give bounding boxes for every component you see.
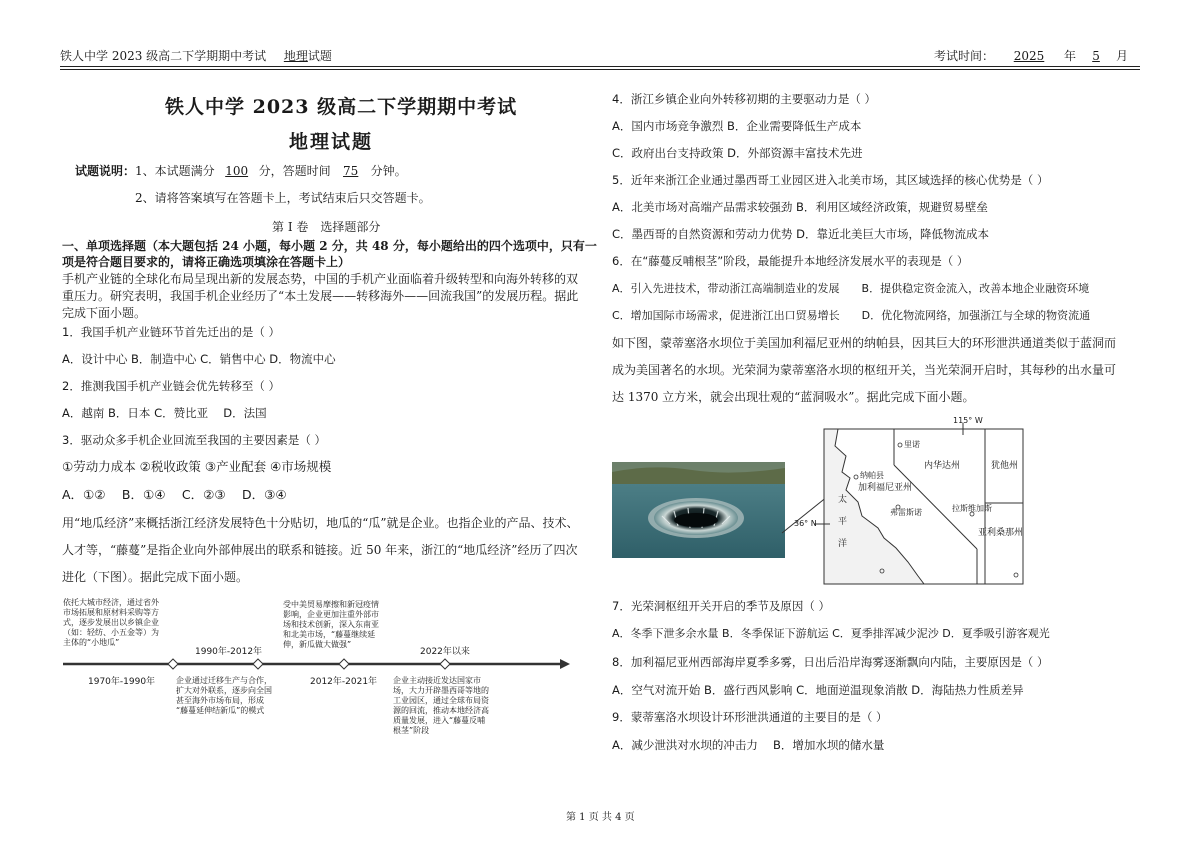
question-7-options: A．冬季下泄多余水量 B．冬季保证下游航运 C．夏季排浑减少泥沙 D．夏季吸引游客观光	[612, 627, 1050, 640]
california-map	[794, 416, 1030, 588]
year-unit: 年	[1064, 49, 1077, 63]
stage-3-line: 受中美贸易摩擦和新冠疫情	[283, 600, 379, 609]
latitude-label: 36° N	[794, 519, 817, 528]
state-utah: 犹他州	[991, 461, 1019, 471]
full-score: 100	[225, 164, 249, 178]
timeline-stage-1	[63, 598, 193, 648]
exam-title: 铁人中学 2023 级高二下学期期中考试	[165, 96, 518, 118]
stage-1-line: 依托大城市经济，通过省外	[63, 598, 159, 607]
timeline-year-4: 2022年以来	[420, 647, 470, 657]
question-3: 3．驱动众多手机企业回流至我国的主要因素是（ ）	[62, 433, 326, 447]
stage-1-line: 主体的“小地瓜”	[63, 638, 120, 647]
longitude-label: 115° W	[953, 416, 983, 425]
header-suffix: 试题	[307, 49, 332, 63]
question-5-options-2: C．墨西哥的自然资源和劳动力优势 D．靠近北美巨大市场，降低物流成本	[612, 227, 990, 241]
stage-2-line: 企业通过迁移生产与合作，	[176, 676, 272, 685]
month-unit: 月	[1116, 49, 1129, 63]
stage-3-line: 和北美市场，“藤蔓继续延	[283, 630, 376, 639]
city-reno: 里诺	[904, 440, 920, 449]
timeline-stage-2	[176, 676, 306, 716]
question-3-options: A．①② B．①④ C．②③ D．③④	[62, 487, 287, 502]
stage-4-line: 源的回流，推动本地经济高	[393, 706, 489, 715]
timeline-stage-3	[283, 600, 423, 650]
question-6-options-2: C．增加国际市场需求，促进浙江出口贸易增长 D．优化物流网络，加强浙江与全球的物资流通	[612, 309, 1091, 322]
passage2-line: 进化（下图）。据此完成下面小题。	[62, 570, 249, 584]
question-8: 8．加利福尼亚州西部海岸夏季多雾，日出后沿岸海雾逐渐飘向内陆，主要原因是（ ）	[612, 655, 1049, 669]
question-2-options: A．越南 B．日本 C．赞比亚 D．法国	[62, 406, 267, 420]
ocean-char: 洋	[838, 539, 848, 549]
question-5-options-1: A．北美市场对高端产品需求较强劲 B．利用区域经济政策，规避贸易壁垒	[612, 200, 988, 214]
stage-2-line: 扩大对外联系，逐步向全国	[176, 686, 272, 695]
header-rule-top	[60, 66, 1140, 67]
stage-3-line: 场和技术创新，深入东南亚	[283, 620, 379, 629]
city-las-vegas: 拉斯维加斯	[952, 504, 992, 513]
passage1-line: 完成下面小题。	[62, 306, 147, 320]
page-number: 第 1 页 共 4 页	[566, 812, 635, 823]
question-9: 9．蒙蒂塞洛水坝设计环形泄洪通道的主要目的是（ ）	[612, 710, 888, 724]
stage-1-line: 市场拓展和原材料采购等方	[63, 608, 159, 617]
timeline-year-1: 1970年-1990年	[88, 677, 156, 687]
stage-4-line: 工业园区，通过全球布局资	[393, 696, 489, 705]
city-mid: 弗雷斯诺	[890, 508, 922, 517]
question-4-options-2: C．政府出台支持政策 D．外部资源丰富技术先进	[612, 146, 863, 160]
question-3-factors: ①劳动力成本 ②税收政策 ③产业配套 ④市场规模	[62, 459, 332, 474]
instruction-item1-mid: 分，答题时间	[258, 164, 331, 178]
passage3-line: 成为美国著名的水坝。光荣洞为蒙蒂塞洛水坝的枢纽开关，当光荣洞开启时，其每秒的出水量可	[612, 363, 1117, 377]
state-nevada: 内华达州	[924, 461, 961, 471]
state-arizona: 亚利桑那州	[978, 528, 1024, 538]
stage-3-line: 伸，新瓜做大做强”	[283, 640, 352, 649]
instruction-line-1	[75, 163, 407, 179]
stage-4-line: 企业主动接近发达国家市	[393, 676, 481, 685]
question-4-options-1: A．国内市场竞争激烈 B．企业需要降低生产成本	[612, 119, 862, 133]
ocean-char: 平	[838, 517, 848, 527]
instruction-label: 试题说明：	[75, 164, 136, 178]
stage-4-line: 根茎”阶段	[393, 726, 430, 735]
stage-4-line: 场，大力开辟墨西哥等地的	[393, 686, 489, 695]
header-rule-bottom	[60, 69, 1140, 70]
running-header-left	[60, 48, 332, 64]
question-6-options-1: A．引入先进技术，带动浙江高端制造业的发展 B．提供稳定资金流入，改善本地企业融资环境	[612, 282, 1090, 295]
instruction-item1-prefix: 1、本试题满分	[135, 164, 215, 178]
question-1: 1．我国手机产业链环节首先迁出的是（ ）	[62, 325, 280, 339]
exam-year: 2025	[1013, 49, 1045, 63]
timeline-year-3: 2012年-2021年	[310, 677, 378, 687]
stage-2-line: “藤蔓延伸结新瓜”的模式	[176, 706, 265, 715]
stage-3-line: 影响，企业更加注重外部市	[283, 610, 379, 619]
passage2-line: 用“地瓜经济”来概括浙江经济发展特色十分贴切，地瓜的“瓜”就是企业。也指企业的产品、技术、	[62, 516, 579, 530]
answer-time: 75	[343, 164, 359, 178]
zhejiang-timeline-figure	[60, 595, 590, 755]
header-subject: 地理	[283, 49, 308, 63]
question-2: 2．推测我国手机产业链会优先转移至（ ）	[62, 379, 280, 393]
passage3-line: 达 1370 立方米，就会出现壮观的“蓝洞吸水”。据此完成下面小题。	[612, 390, 975, 404]
instruction-line-2: 2、请将答案填写在答题卡上，考试结束后只交答题卡。	[135, 191, 431, 205]
state-california: 加利福尼亚州	[858, 483, 913, 493]
passage3-line: 如下图，蒙蒂塞洛水坝位于美国加利福尼亚州的纳帕县，因其巨大的环形泄洪通道类似于蓝洞而	[612, 336, 1117, 350]
instruction-item1-suffix: 分钟。	[370, 164, 407, 178]
stage-2-line: 甚至海外市场布局，形成	[176, 696, 264, 705]
stage-1-line: 式，逐步发展出以乡镇企业	[63, 618, 159, 627]
passage1-line: 重压力。研究表明，我国手机企业经历了“本土发展——转移海外——回流我国”的发展历程。据此	[62, 289, 579, 303]
glory-hole-photo	[612, 462, 785, 558]
running-header-right	[934, 48, 1128, 64]
header-school: 铁人中学 2023 级高二下学期期中考试	[60, 49, 267, 63]
question-9-options: A．减少泄洪对水坝的冲击力 B．增加水坝的储水量	[612, 738, 885, 752]
timeline-stage-4	[393, 676, 523, 736]
stage-4-line: 质量发展，进入“藤蔓反哺	[393, 716, 486, 725]
passage1-line: 手机产业链的全球化布局呈现出新的发展态势，中国的手机产业面临着升级转型和向海外转移的双	[62, 272, 579, 286]
section-heading-line-2: 项是符合题目要求的，请将正确选项填涂在答题卡上）	[62, 255, 351, 269]
question-5: 5．近年来浙江企业通过墨西哥工业园区进入北美市场，其区域选择的核心优势是（ ）	[612, 173, 1049, 187]
question-7: 7．光荣洞枢纽开关开启的季节及原因（ ）	[612, 599, 830, 613]
ocean-char: 太	[838, 495, 848, 505]
exam-time-label: 考试时间：	[934, 49, 995, 63]
exam-month: 5	[1092, 49, 1100, 63]
question-8-options: A．空气对流开始 B．盛行西风影响 C．地面逆温现象消散 D．海陆热力性质差异	[612, 683, 1024, 697]
question-1-options: A．设计中心 B．制造中心 C．销售中心 D．物流中心	[62, 352, 336, 366]
city-napa: 纳帕县	[860, 471, 884, 480]
timeline-year-2: 1990年-2012年	[195, 647, 263, 657]
passage2-line: 人才等，“藤蔓”是指企业向外部伸展出的联系和链接。近 50 年来，浙江的“地瓜经济”经历了四次	[62, 543, 578, 557]
question-6: 6．在“藤蔓反哺根茎”阶段，最能提升本地经济发展水平的表现是（ ）	[612, 254, 969, 268]
part-heading: 第 Ⅰ 卷 选择题部分	[272, 220, 381, 234]
question-4: 4．浙江乡镇企业向外转移初期的主要驱动力是（ ）	[612, 92, 876, 106]
exam-subtitle: 地理试题	[289, 131, 374, 153]
section-heading-line-1: 一、单项选择题（本大题包括 24 小题，每小题 2 分，共 48 分，每小题给出的四个选项中，只有一	[62, 239, 597, 253]
stage-1-line: （如：轻纺、小五金等）为	[63, 628, 159, 637]
